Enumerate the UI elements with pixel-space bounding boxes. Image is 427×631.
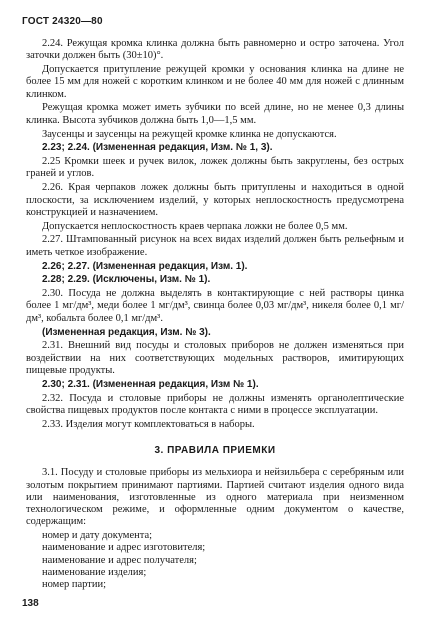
amendment-note: (Измененная редакция, Изм. № 3). — [42, 326, 211, 338]
amendment-note: 2.30; 2.31. (Измененная редакция, Изм № 1). — [42, 378, 259, 390]
document-header: ГОСТ 24320—80 — [22, 16, 103, 27]
list-item: номер и дату документа; — [42, 530, 153, 542]
paragraph: 2.24. Режущая кромка клинка должна быть равномерно и остро заточена. Угол заточки должен быть (30±10)°. — [26, 38, 404, 62]
list-item: наименование изделия; — [42, 567, 147, 579]
page-number: 138 — [22, 598, 39, 609]
amendment-note: 2.23; 2.24. (Измененная редакция, Изм. № 1, 3). — [42, 142, 273, 154]
paragraph: 2.27. Штампованный рисунок на всех видах изделий должен быть рельефным и иметь четкое изображение. — [26, 234, 404, 258]
paragraph: Допускается неплоскостность краев черпака ложки не более 0,5 мм. — [42, 220, 348, 232]
paragraph: 2.32. Посуда и столовые приборы не должны изменять органолептические свойства пищевых продуктов после контакта с ними в процессе эксплуатации. — [26, 392, 404, 416]
list-item: наименование и адрес изготовителя; — [42, 542, 206, 554]
amendment-note: 2.28; 2.29. (Исключены, Изм. № 1). — [42, 274, 211, 286]
list-item: наименование и адрес получателя; — [42, 554, 197, 566]
paragraph: 2.25 Кромки шеек и ручек вилок, ложек должны быть закруглены, без острых граней и углов. — [26, 156, 404, 180]
document-body — [26, 38, 404, 592]
paragraph: 2.30. Посуда не должна выделять в контактирующие с ней растворы цинка более 1 мг/дм³, меди более 1 мг/дм³, свинца более 0,03 мг/дм³, никеля более 0,1 мг/дм³, кобальта более 0,1 мг/дм³. — [26, 288, 404, 324]
paragraph: Режущая кромка может иметь зубчики по всей длине, но не менее 0,3 длины клинка. Высота зубчиков должна быть 1,0—1,5 мм. — [26, 102, 404, 126]
paragraph: 2.31. Внешний вид посуды и столовых приборов не должен изменяться при воздействии на них соответствующих модельных растворов, имитирующих пищевые продукты. — [26, 340, 404, 376]
paragraph: Допускается притупление режущей кромки у основания клинка на длине не более 15 мм для ножей с коротким клинком и не более 40 мм для ножей с длинным клинком. — [26, 64, 404, 100]
section-title: 3. ПРАВИЛА ПРИЕМКИ — [154, 444, 276, 456]
list-item: номер партии; — [42, 579, 106, 591]
paragraph: Заусенцы и заусенцы на режущей кромке клинка не допускаются. — [42, 128, 337, 140]
amendment-note: 2.26; 2.27. (Измененная редакция, Изм. 1). — [42, 260, 248, 272]
paragraph: 2.26. Края черпаков ложек должны быть притуплены и находиться в одной плоскости, за исключением изделий, у которых неплоскостность предусмотрена конструкцией и назначением. — [26, 182, 404, 218]
paragraph: 2.33. Изделия могут комплектоваться в наборы. — [42, 418, 255, 430]
paragraph: 3.1. Посуду и столовые приборы из мельхиора и нейзильбера с серебряным или золотым покрытием принимают партиями. Партией считают изделия одного вида или наименования, изготовленные из одного материала при неизменном технологическом режиме, и оформленные одним документом о качестве, содержащим: — [26, 467, 404, 528]
